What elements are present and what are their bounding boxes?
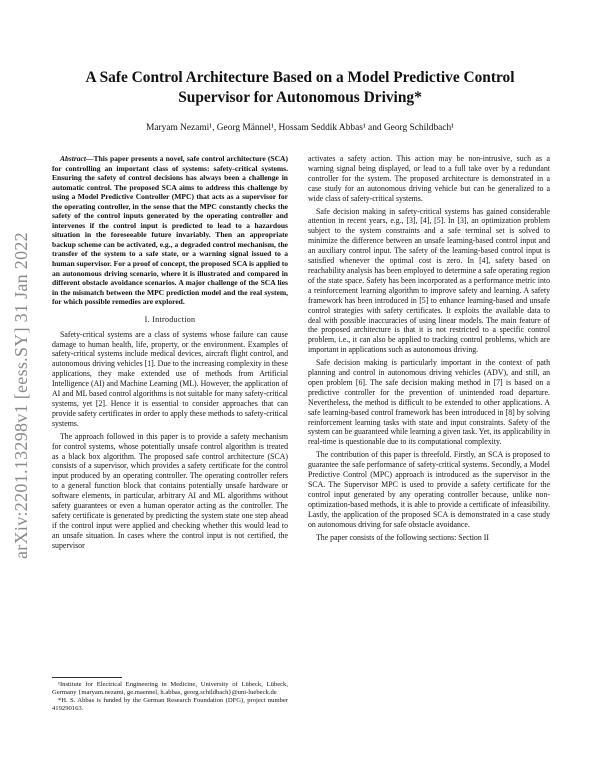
paragraph: activates a safety action. This action may be non-intrusive, such as a warning signal being displayed, or lead to a full take over by a redundant controller for the system. The proposed architecture is demonstrated in a case study for an autonomous driving vehicle but can be generalized to a wide class of safety-critical systems. — [308, 154, 550, 203]
paragraph: The approach followed in this paper is to provide a safety mechanism for control systems, whose potentially unsafe control algorithm is treated as a black box algorithm. The proposed safe control architecture (SCA) consists of a supervisor, which provides a safety certificate for the control input produced by an operating controller. The operating controller refers to a general function block that contains potentially unsafe hardware or software elements, in particular, arbitrary AI and ML algorithms without safety guarantees or even a human operator acting as the controller. The safety certificate is generated by predicting the system state one step ahead if the control input were applied and checking whether this would lead to an unsafe situation. In cases where the control input is not certified, the supervisor — [52, 431, 288, 550]
right-column — [308, 154, 550, 542]
author-list: Maryam Nezami¹, Georg Männel¹, Hossam Seddik Abbas¹ and Georg Schildbach¹ — [146, 123, 454, 133]
section-heading-introduction: I. Introduction — [144, 314, 196, 324]
footnote-affiliation: ¹Institute for Electrical Engineering in Medicine, University of Lübeck, Lübeck, Germany {maryam.nezami, ge.maennel, h.abbas, georg.schildbach}@uni-luebeck.de — [52, 681, 288, 696]
paragraph: The paper consists of the following sections: Section II — [316, 532, 489, 542]
arxiv-identifier — [2, 200, 40, 590]
footnotes — [52, 677, 288, 713]
footnote-funding: *H. S. Abbas is funded by the German Research Foundation (DFG), project number 419290163. — [52, 697, 288, 712]
paragraph: The contribution of this paper is threefold. Firstly, an SCA is proposed to guarantee the safe performance of safety-critical systems. Secondly, a Model Predictive Control (MPC) approach is introduced as the supervisor in the SCA. The Supervisor MPC is used to provide a safety certificate for the control input generated by any operating controller because, unlike non-optimization-based methods, it is able to provide a certificate of infeasibility. Lastly, the application of the proposed SCA is demonstrated in a case study on autonomous driving for safe obstacle avoidance. — [308, 450, 550, 529]
abstract-label: Abstract — [60, 154, 86, 163]
paragraph: Safe decision making in safety-critical systems has gained considerable attention in recent years, e.g., [3], [4], [5]. In [3], an optimization problem subject to the system constraints and a safe terminal set is solved to minimize the difference between an unsafe learning-based control input and an auxiliary control input. The safety of the learning-based control input is satisfied whenever the optimal cost is zero. In [4], safety based on reachability analysis has been employed to determine a safe operating region of the state space. Safety has been incorporated as a performance metric into a reinforcement learning algorithm to improve safety and learning. A safety framework has been introduced in [5] to enhance learning-based and unsafe control strategies with safety certificates. It exploits the available data to deal with possible inaccuracies of using linear models. The main feature of the proposed architecture is that it is not restricted to a specific control problem, i.e., it can also be applied to tracking control problems, which are important in applications such as autonomous driving. — [308, 206, 550, 355]
abstract-text: —This paper presents a novel, safe control architecture (SCA) for controlling an important class of systems: safety-critical systems. Ensuring the safety of control decisions has always been a challenge in automatic control. The proposed SCA aims to address this challenge by using a Model Predictive Controller (MPC) that acts as a supervisor for the operating controller, in the sense that the MPC constantly checks the safety of the control inputs generated by the operating controller and intervenes if the control input is predicted to lead to a hazardous situation in the foreseeable future invariably. Then an appropriate backup scheme can be activated, e.g., a degraded control mechanism, the transfer of the system to a safe state, or a warning signal issued to a human supervisor. For a proof of concept, the proposed SCA is applied to an autonomous driving scenario, where it is illustrated and compared in different obstacle avoidance scenarios. A major challenge of the SCA lies in the mismatch between the MPC prediction model and the real system, for which possible remedies are explored. — [52, 154, 288, 307]
paragraph: Safe decision making is particularly important in the context of path planning and control in autonomous driving vehicles (ADV), and still, an open problem [6]. The safe decision making method in [7] is based on a predictive controller for the prevention of unintended road departure. Nevertheless, the method is difficult to be extended to other applications. A safe learning-based control framework has been introduced in [8] by solving reinforcement learning tasks with state and input constraints. Safety of the system can be guaranteed while learning a given task. Yet, its applicability in real-time is questionable due to its computational complexity. — [308, 358, 550, 447]
left-column — [52, 154, 288, 551]
footnote-rule — [52, 677, 122, 678]
arxiv-identifier-text: arXiv:2201.13298v1 [eess.SY] 31 Jan 2022 — [10, 231, 31, 559]
abstract — [52, 154, 288, 307]
paragraph: Safety-critical systems are a class of systems whose failure can cause damage to human health, life, property, or the environment. Examples of safety-critical systems include medical devices, aircraft flight control, and autonomous driving vehicles [1]. Due to the increasing complexity in these applications, they make extended use of methods from Artificial Intelligence (AI) and Machine Learning (ML). However, the application of AI and ML based control algorithms is not suitable for many safety-critical systems, yet [2]. Hence it is essential to consider approaches that can provide safety certificates in order to apply these methods to safety-critical systems. — [52, 329, 288, 428]
paper-title: A Safe Control Architecture Based on a Model Predictive Control Supervisor for Autonomous Driving* — [85, 69, 515, 106]
